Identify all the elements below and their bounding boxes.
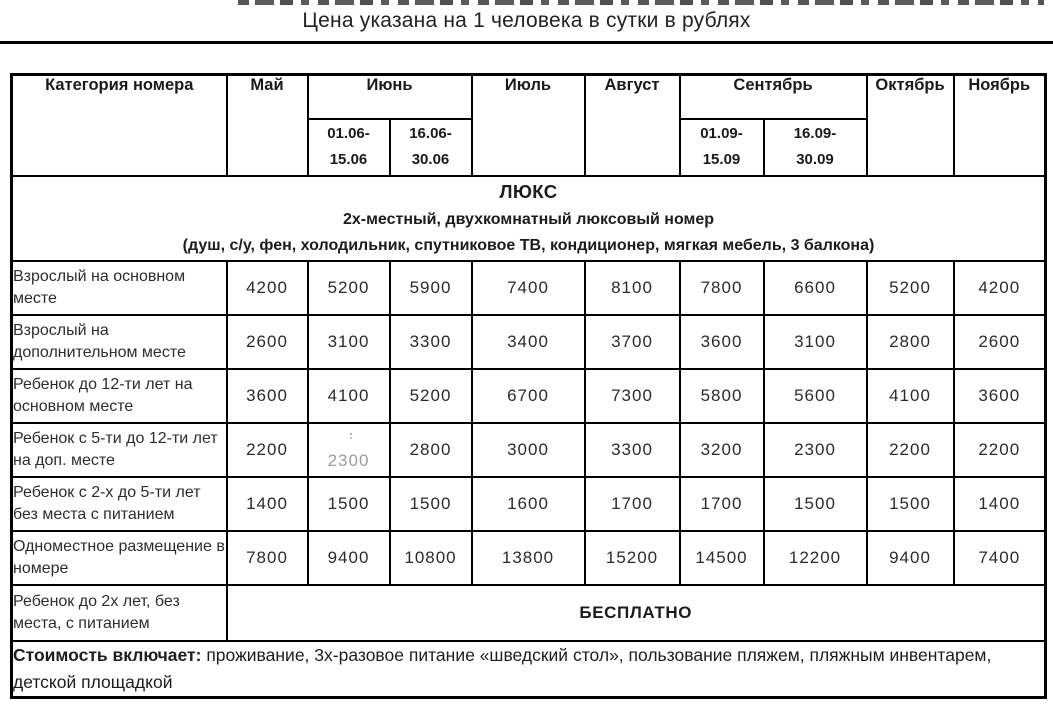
header-november: Ноябрь — [954, 75, 1046, 176]
header-august: Август — [585, 75, 680, 176]
table-row — [12, 477, 1046, 531]
header-june-period-2 — [390, 119, 472, 176]
header-july: Июль — [472, 75, 585, 176]
price-cell: 7400 — [472, 261, 585, 315]
header-october: Октябрь — [867, 75, 954, 176]
price-cell: 4200 — [227, 261, 308, 315]
price-cell: 2600 — [227, 315, 308, 369]
price-cell: 1600 — [472, 477, 585, 531]
price-cell: 5600 — [764, 369, 867, 423]
price-cell: 2200 — [954, 423, 1046, 477]
date-line: 15.06 — [329, 151, 368, 168]
price-cell: 1500 — [867, 477, 954, 531]
price-table-container — [10, 73, 1044, 699]
row-label: Взрослый на основном месте — [12, 261, 227, 315]
header-september-period-2 — [764, 119, 867, 176]
price-cell: 5900 — [390, 261, 472, 315]
date-line: 15.09 — [702, 151, 741, 168]
price-cell: 7800 — [680, 261, 764, 315]
price-cell: 7800 — [227, 531, 308, 585]
price-cell: 14500 — [680, 531, 764, 585]
price-cell: 3100 — [764, 315, 867, 369]
footer-text: проживание, 3х-разовое питание «шведский стол», пользование пляжем, пляжным инвентарем, детской площадкой — [13, 644, 992, 692]
section-subtitle: 2х-местный, двухкомнатный люксовый номер — [342, 211, 715, 228]
table-row — [12, 261, 1046, 315]
table-row — [12, 369, 1046, 423]
price-cell: 3300 — [390, 315, 472, 369]
section-details: (душ, с/у, фен, холодильник, спутниковое ТВ, кондиционер, мягкая мебель, 3 балкона) — [182, 237, 875, 254]
price-cell: 2600 — [954, 315, 1046, 369]
price-cell: 1500 — [308, 477, 390, 531]
price-cell: 3600 — [680, 315, 764, 369]
table-row — [12, 315, 1046, 369]
price-cell: 5200 — [390, 369, 472, 423]
section-title: ЛЮКС — [499, 181, 558, 202]
row-label: Ребенок с 2-х до 5-ти лет без места с питанием — [12, 477, 227, 531]
row-label: Ребенок с 5-ти до 12-ти лет на доп. месте — [12, 423, 227, 477]
date-line: 16.06- — [409, 124, 452, 142]
price-cell: 2300 — [764, 423, 867, 477]
price-cell: 7300 — [585, 369, 680, 423]
header-june: Июнь — [308, 75, 472, 119]
price-cell: 10800 — [390, 531, 472, 585]
header-months-row — [12, 75, 1046, 119]
row-label: Ребенок до 12-ти лет на основном месте — [12, 369, 227, 423]
row-label: Одноместное размещение в номере — [12, 531, 227, 585]
header-may: Май — [227, 75, 308, 176]
price-cell: 6600 — [764, 261, 867, 315]
price-cell: 4200 — [954, 261, 1046, 315]
row-label: Ребенок до 2х лет, без места, с питанием — [12, 585, 227, 641]
date-line: 01.06- — [327, 124, 370, 142]
price-cell: 3000 — [472, 423, 585, 477]
free-value: БЕСПЛАТНО — [227, 585, 1046, 641]
price-cell: 2800 — [390, 423, 472, 477]
price-cell: 7400 — [954, 531, 1046, 585]
price-cell: 12200 — [764, 531, 867, 585]
price-cell: 9400 — [308, 531, 390, 585]
price-cell: 3200 — [680, 423, 764, 477]
price-cell: 3600 — [227, 369, 308, 423]
footer-cell — [12, 641, 1046, 698]
table-row — [12, 531, 1046, 585]
price-cell: 5200 — [867, 261, 954, 315]
price-cell: 1400 — [227, 477, 308, 531]
section-cell — [12, 176, 1046, 261]
section-row — [12, 176, 1046, 261]
header-september: Сентябрь — [680, 75, 867, 119]
row-label: Взрослый на дополнительном месте — [12, 315, 227, 369]
price-cell: 1700 — [680, 477, 764, 531]
price-cell: 4100 — [308, 369, 390, 423]
price-cell: 1700 — [585, 477, 680, 531]
price-cell: 8100 — [585, 261, 680, 315]
price-table-body — [12, 176, 1046, 698]
date-line: 16.09- — [793, 124, 837, 142]
price-cell: 15200 — [585, 531, 680, 585]
table-header — [12, 75, 1046, 176]
price-cell: 3300 — [585, 423, 680, 477]
price-cell: 2200 — [867, 423, 954, 477]
price-cell: 5800 — [680, 369, 764, 423]
date-line: 30.06 — [411, 151, 450, 168]
title-divider — [0, 41, 1053, 44]
price-cell: 1500 — [764, 477, 867, 531]
price-cell: 2200 — [227, 423, 308, 477]
price-cell: 3100 — [308, 315, 390, 369]
price-cell — [308, 423, 390, 477]
price-cell: 13800 — [472, 531, 585, 585]
date-line: 01.09- — [700, 124, 743, 142]
price-cell: 5200 — [308, 261, 390, 315]
price-value-edited: 2300 — [327, 450, 370, 470]
price-cell: 1500 — [390, 477, 472, 531]
header-june-period-1 — [308, 119, 390, 176]
price-table — [10, 73, 1047, 699]
erased-value-mark — [350, 433, 352, 435]
footer-row — [12, 641, 1046, 698]
date-line: 30.09 — [796, 151, 834, 168]
price-cell: 3700 — [585, 315, 680, 369]
price-cell: 3400 — [472, 315, 585, 369]
footer-bold-text: Стоимость включает: — [13, 644, 202, 665]
price-cell: 1400 — [954, 477, 1046, 531]
free-row — [12, 585, 1046, 641]
table-row — [12, 423, 1046, 477]
price-cell: 3600 — [954, 369, 1046, 423]
page-title: Цена указана на 1 человека в сутки в рублях — [302, 9, 751, 32]
cropped-text-remnant — [238, 0, 1044, 5]
header-category: Категория номера — [12, 75, 227, 176]
price-cell: 4100 — [867, 369, 954, 423]
price-cell: 9400 — [867, 531, 954, 585]
header-september-period-1 — [680, 119, 764, 176]
price-cell: 2800 — [867, 315, 954, 369]
price-cell: 6700 — [472, 369, 585, 423]
